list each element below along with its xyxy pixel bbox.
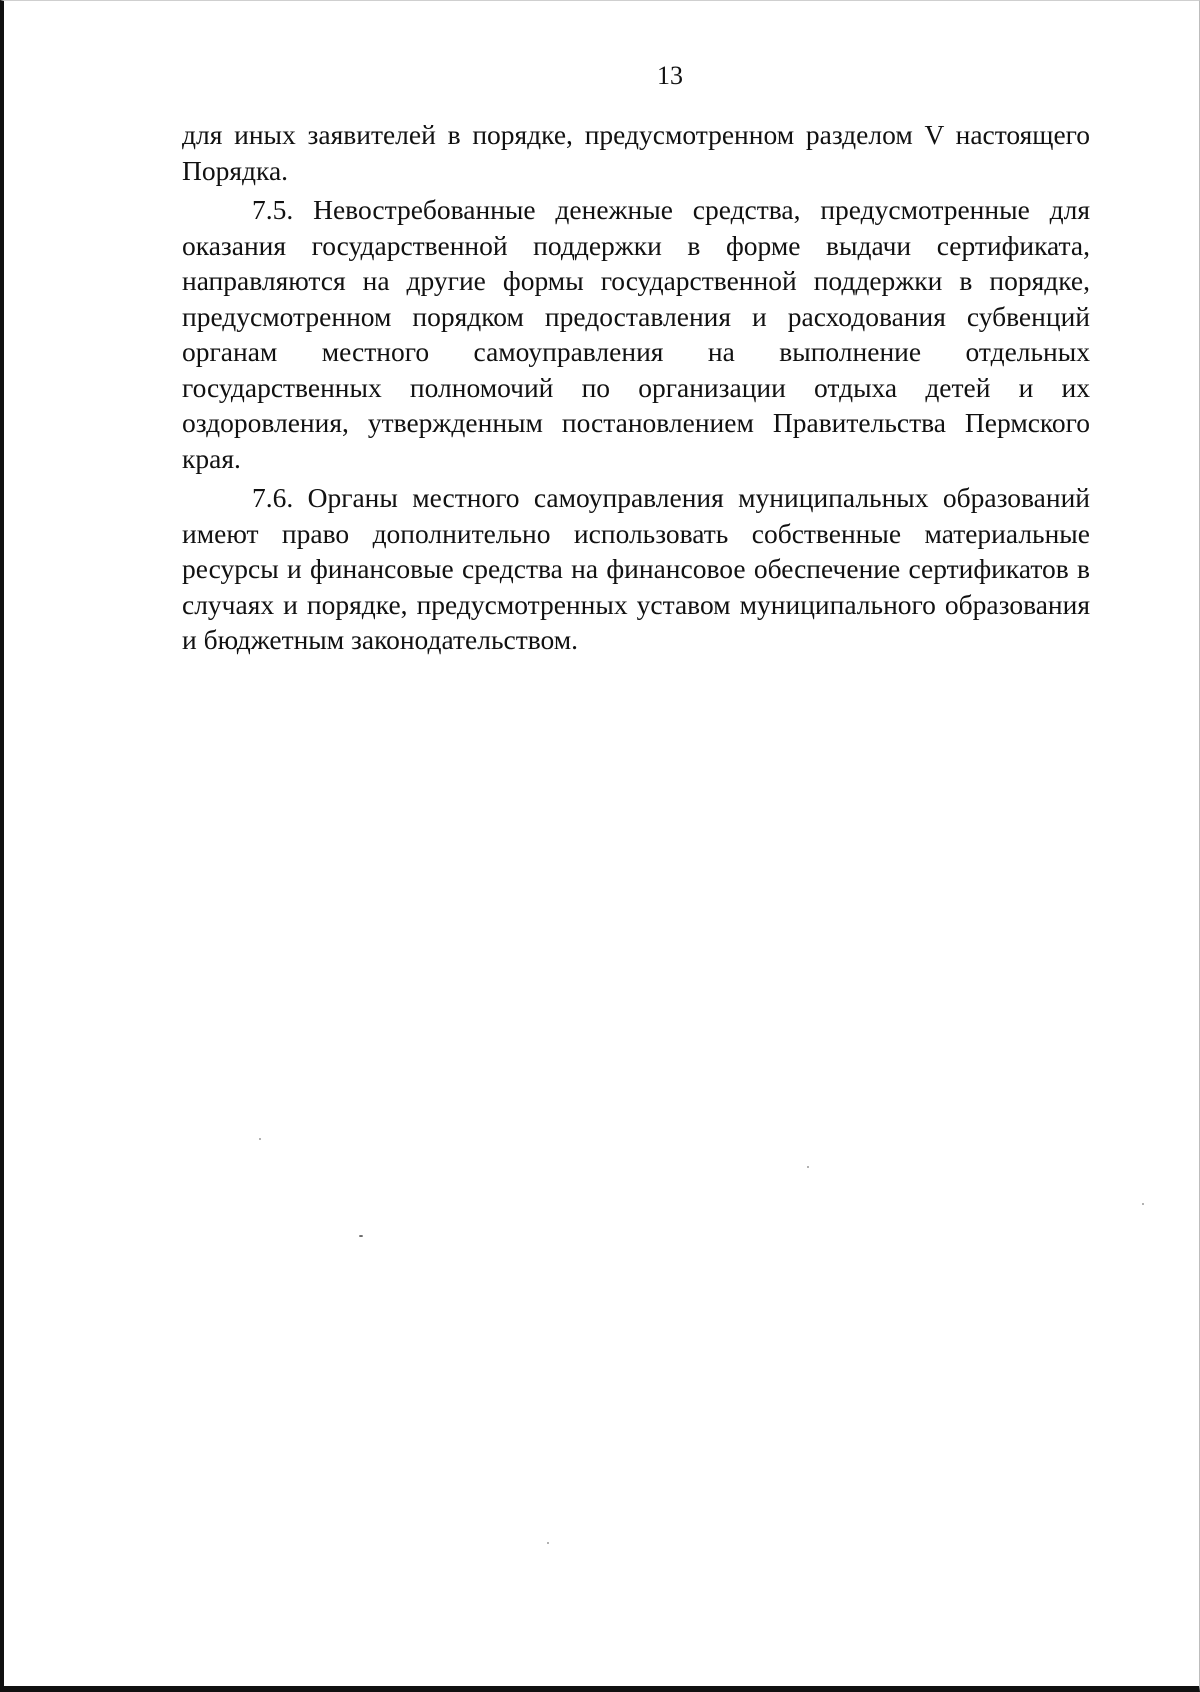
paragraph-7-5: 7.5. Невостребованные денежные средства, предусмотренные для оказания государственной поддержки в форме выдачи сертификата, направляются на другие формы государственной поддержки в порядке, предусмотренном порядком предоставления и расходования субвенций органам местного самоуправления на выполнение отдельных государственных полномочий по организации отдыха детей и их оздоровления, утвержденным постановлением Правительства Пермского края. [182,194,1090,474]
scan-speck [259,1138,261,1140]
scan-speck [1142,1203,1144,1205]
paragraph-7-6: 7.6. Органы местного самоуправления муниципальных образований имеют право дополнительно использовать собственные материальные ресурсы и финансовые средства на финансовое обеспечение сертификатов в случаях и порядке, предусмотренных уставом муниципального образования и бюджетным законодательством. [182,482,1090,655]
scan-speck [359,1235,363,1237]
paragraph-continuation: для иных заявителей в порядке, предусмотренном разделом V настоящего Порядка. [182,119,1090,186]
scan-speck [807,1166,809,1168]
document-body [182,117,1090,662]
page-number: 13 [657,61,683,90]
scan-speck [547,1542,549,1544]
